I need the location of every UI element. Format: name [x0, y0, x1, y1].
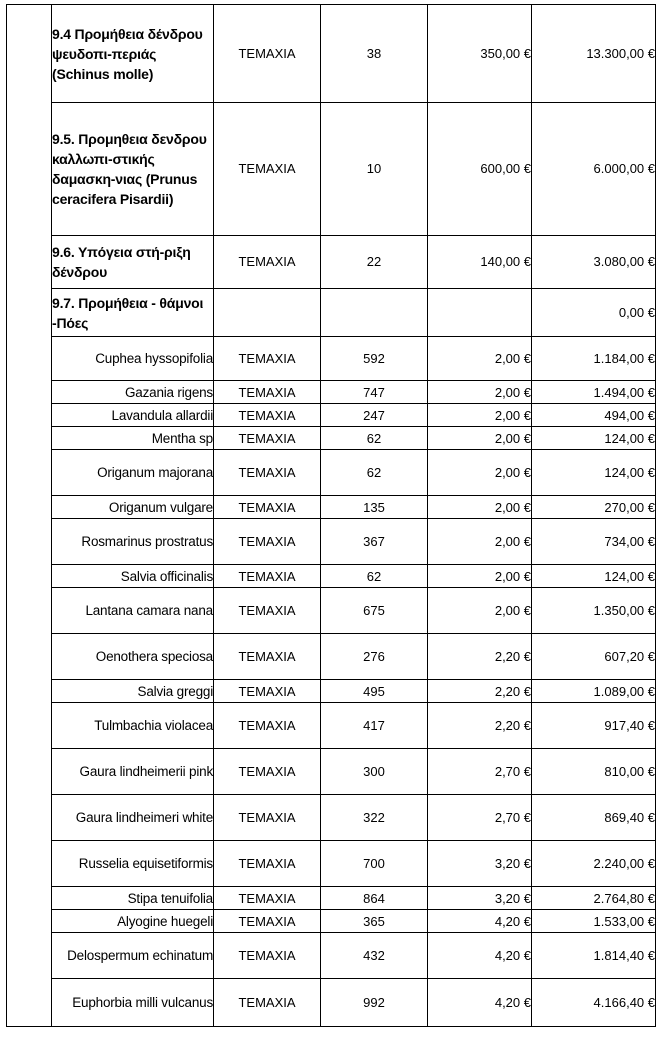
item-unit: ΤΕΜΑΧΙΑ [214, 5, 321, 103]
item-total: 1.089,00 € [532, 680, 656, 703]
item-unit: ΤΕΜΑΧΙΑ [214, 680, 321, 703]
item-quantity: 675 [321, 588, 428, 634]
item-total: 6.000,00 € [532, 103, 656, 236]
item-total: 607,20 € [532, 634, 656, 680]
item-unit: ΤΕΜΑΧΙΑ [214, 519, 321, 565]
item-quantity: 322 [321, 795, 428, 841]
item-unit: ΤΕΜΑΧΙΑ [214, 703, 321, 749]
item-unit: ΤΕΜΑΧΙΑ [214, 427, 321, 450]
cost-table [6, 4, 656, 1027]
item-description: Origanum majorana [52, 450, 214, 496]
item-total: 3.080,00 € [532, 236, 656, 289]
item-unit: ΤΕΜΑΧΙΑ [214, 634, 321, 680]
item-total: 494,00 € [532, 404, 656, 427]
item-total: 124,00 € [532, 565, 656, 588]
table-row [7, 103, 656, 236]
item-unit: ΤΕΜΑΧΙΑ [214, 103, 321, 236]
item-description: Delospermum echinatum [52, 933, 214, 979]
table-row [7, 680, 656, 703]
item-quantity: 417 [321, 703, 428, 749]
item-total: 124,00 € [532, 427, 656, 450]
item-total: 917,40 € [532, 703, 656, 749]
item-description: Lantana camara nana [52, 588, 214, 634]
item-unit-price: 4,20 € [428, 979, 532, 1027]
item-total: 810,00 € [532, 749, 656, 795]
item-description: Tulmbachia violacea [52, 703, 214, 749]
item-description: Cuphea hyssopifolia [52, 337, 214, 381]
item-quantity: 38 [321, 5, 428, 103]
item-unit-price: 4,20 € [428, 933, 532, 979]
cost-table-body [7, 5, 656, 1027]
item-unit: ΤΕΜΑΧΙΑ [214, 236, 321, 289]
item-quantity: 367 [321, 519, 428, 565]
item-description: 9.4 Προμήθεια δένδρου ψευδοπι-περιάς (Schinus molle) [52, 5, 214, 103]
item-quantity: 62 [321, 565, 428, 588]
blank-left-column [7, 5, 52, 1027]
item-unit: ΤΕΜΑΧΙΑ [214, 337, 321, 381]
item-quantity: 62 [321, 450, 428, 496]
item-quantity: 135 [321, 496, 428, 519]
item-unit-price: 4,20 € [428, 910, 532, 933]
item-unit-price: 3,20 € [428, 887, 532, 910]
item-total: 734,00 € [532, 519, 656, 565]
item-unit-price: 2,20 € [428, 703, 532, 749]
item-unit-price: 3,20 € [428, 841, 532, 887]
item-unit-price: 2,00 € [428, 519, 532, 565]
item-unit-price: 350,00 € [428, 5, 532, 103]
table-row [7, 5, 656, 103]
item-unit: ΤΕΜΑΧΙΑ [214, 404, 321, 427]
table-row [7, 404, 656, 427]
item-unit-price: 2,70 € [428, 795, 532, 841]
item-total: 13.300,00 € [532, 5, 656, 103]
item-unit-price: 2,20 € [428, 634, 532, 680]
item-quantity: 495 [321, 680, 428, 703]
item-quantity: 247 [321, 404, 428, 427]
item-description: 9.6. Υπόγεια στή-ριξη δένδρου [52, 236, 214, 289]
item-unit-price: 2,70 € [428, 749, 532, 795]
item-total: 1.350,00 € [532, 588, 656, 634]
item-total: 124,00 € [532, 450, 656, 496]
table-row [7, 519, 656, 565]
item-quantity: 992 [321, 979, 428, 1027]
item-description: Rosmarinus prostratus [52, 519, 214, 565]
item-unit-price: 2,00 € [428, 450, 532, 496]
item-total: 1.814,40 € [532, 933, 656, 979]
table-row [7, 841, 656, 887]
table-row [7, 703, 656, 749]
item-quantity: 22 [321, 236, 428, 289]
table-row [7, 289, 656, 337]
item-description: Salvia greggi [52, 680, 214, 703]
table-row [7, 749, 656, 795]
item-quantity: 592 [321, 337, 428, 381]
item-unit-price: 600,00 € [428, 103, 532, 236]
item-unit-price [428, 289, 532, 337]
item-quantity: 747 [321, 381, 428, 404]
item-unit: ΤΕΜΑΧΙΑ [214, 910, 321, 933]
item-quantity: 276 [321, 634, 428, 680]
item-total: 270,00 € [532, 496, 656, 519]
item-description: Lavandula allardii [52, 404, 214, 427]
item-description: Russelia equisetiformis [52, 841, 214, 887]
table-row [7, 565, 656, 588]
item-unit: ΤΕΜΑΧΙΑ [214, 381, 321, 404]
table-row [7, 496, 656, 519]
table-row [7, 634, 656, 680]
table-row [7, 337, 656, 381]
item-total: 1.184,00 € [532, 337, 656, 381]
item-description: Stipa tenuifolia [52, 887, 214, 910]
item-quantity [321, 289, 428, 337]
table-row [7, 588, 656, 634]
item-description: Salvia officinalis [52, 565, 214, 588]
item-quantity: 432 [321, 933, 428, 979]
item-unit: ΤΕΜΑΧΙΑ [214, 749, 321, 795]
item-unit: ΤΕΜΑΧΙΑ [214, 565, 321, 588]
item-description: Oenothera speciosa [52, 634, 214, 680]
item-description: Alyogine huegeli [52, 910, 214, 933]
item-quantity: 10 [321, 103, 428, 236]
item-unit-price: 2,00 € [428, 404, 532, 427]
item-quantity: 700 [321, 841, 428, 887]
item-unit-price: 2,00 € [428, 588, 532, 634]
item-unit: ΤΕΜΑΧΙΑ [214, 887, 321, 910]
item-total: 1.533,00 € [532, 910, 656, 933]
item-total: 869,40 € [532, 795, 656, 841]
table-row [7, 381, 656, 404]
item-total: 0,00 € [532, 289, 656, 337]
table-row [7, 427, 656, 450]
item-quantity: 300 [321, 749, 428, 795]
item-total: 2.764,80 € [532, 887, 656, 910]
item-unit: ΤΕΜΑΧΙΑ [214, 496, 321, 519]
item-unit: ΤΕΜΑΧΙΑ [214, 450, 321, 496]
table-row [7, 910, 656, 933]
item-description: 9.7. Προμήθεια - θάμνοι -Πόες [52, 289, 214, 337]
item-total: 2.240,00 € [532, 841, 656, 887]
item-unit: ΤΕΜΑΧΙΑ [214, 588, 321, 634]
item-unit-price: 2,00 € [428, 496, 532, 519]
table-row [7, 450, 656, 496]
item-unit-price: 2,00 € [428, 337, 532, 381]
item-unit-price: 2,20 € [428, 680, 532, 703]
item-total: 1.494,00 € [532, 381, 656, 404]
table-row [7, 795, 656, 841]
item-unit-price: 2,00 € [428, 427, 532, 450]
item-quantity: 365 [321, 910, 428, 933]
item-unit-price: 2,00 € [428, 381, 532, 404]
table-row [7, 979, 656, 1027]
item-unit: ΤΕΜΑΧΙΑ [214, 979, 321, 1027]
item-description: Gaura lindheimerii pink [52, 749, 214, 795]
item-description: Gaura lindheimeri white [52, 795, 214, 841]
item-description: Gazania rigens [52, 381, 214, 404]
item-unit-price: 2,00 € [428, 565, 532, 588]
item-description: Mentha sp [52, 427, 214, 450]
item-unit: ΤΕΜΑΧΙΑ [214, 933, 321, 979]
item-total: 4.166,40 € [532, 979, 656, 1027]
item-unit: ΤΕΜΑΧΙΑ [214, 795, 321, 841]
item-description: 9.5. Προμηθεια δενδρου καλλωπι-στικής δαμασκη-νιας (Prunus ceracifera Pisardii) [52, 103, 214, 236]
item-unit-price: 140,00 € [428, 236, 532, 289]
item-description: Euphorbia milli vulcanus [52, 979, 214, 1027]
item-unit: ΤΕΜΑΧΙΑ [214, 841, 321, 887]
item-unit [214, 289, 321, 337]
item-quantity: 864 [321, 887, 428, 910]
item-description: Origanum vulgare [52, 496, 214, 519]
item-quantity: 62 [321, 427, 428, 450]
table-row [7, 933, 656, 979]
table-row [7, 887, 656, 910]
table-row [7, 236, 656, 289]
